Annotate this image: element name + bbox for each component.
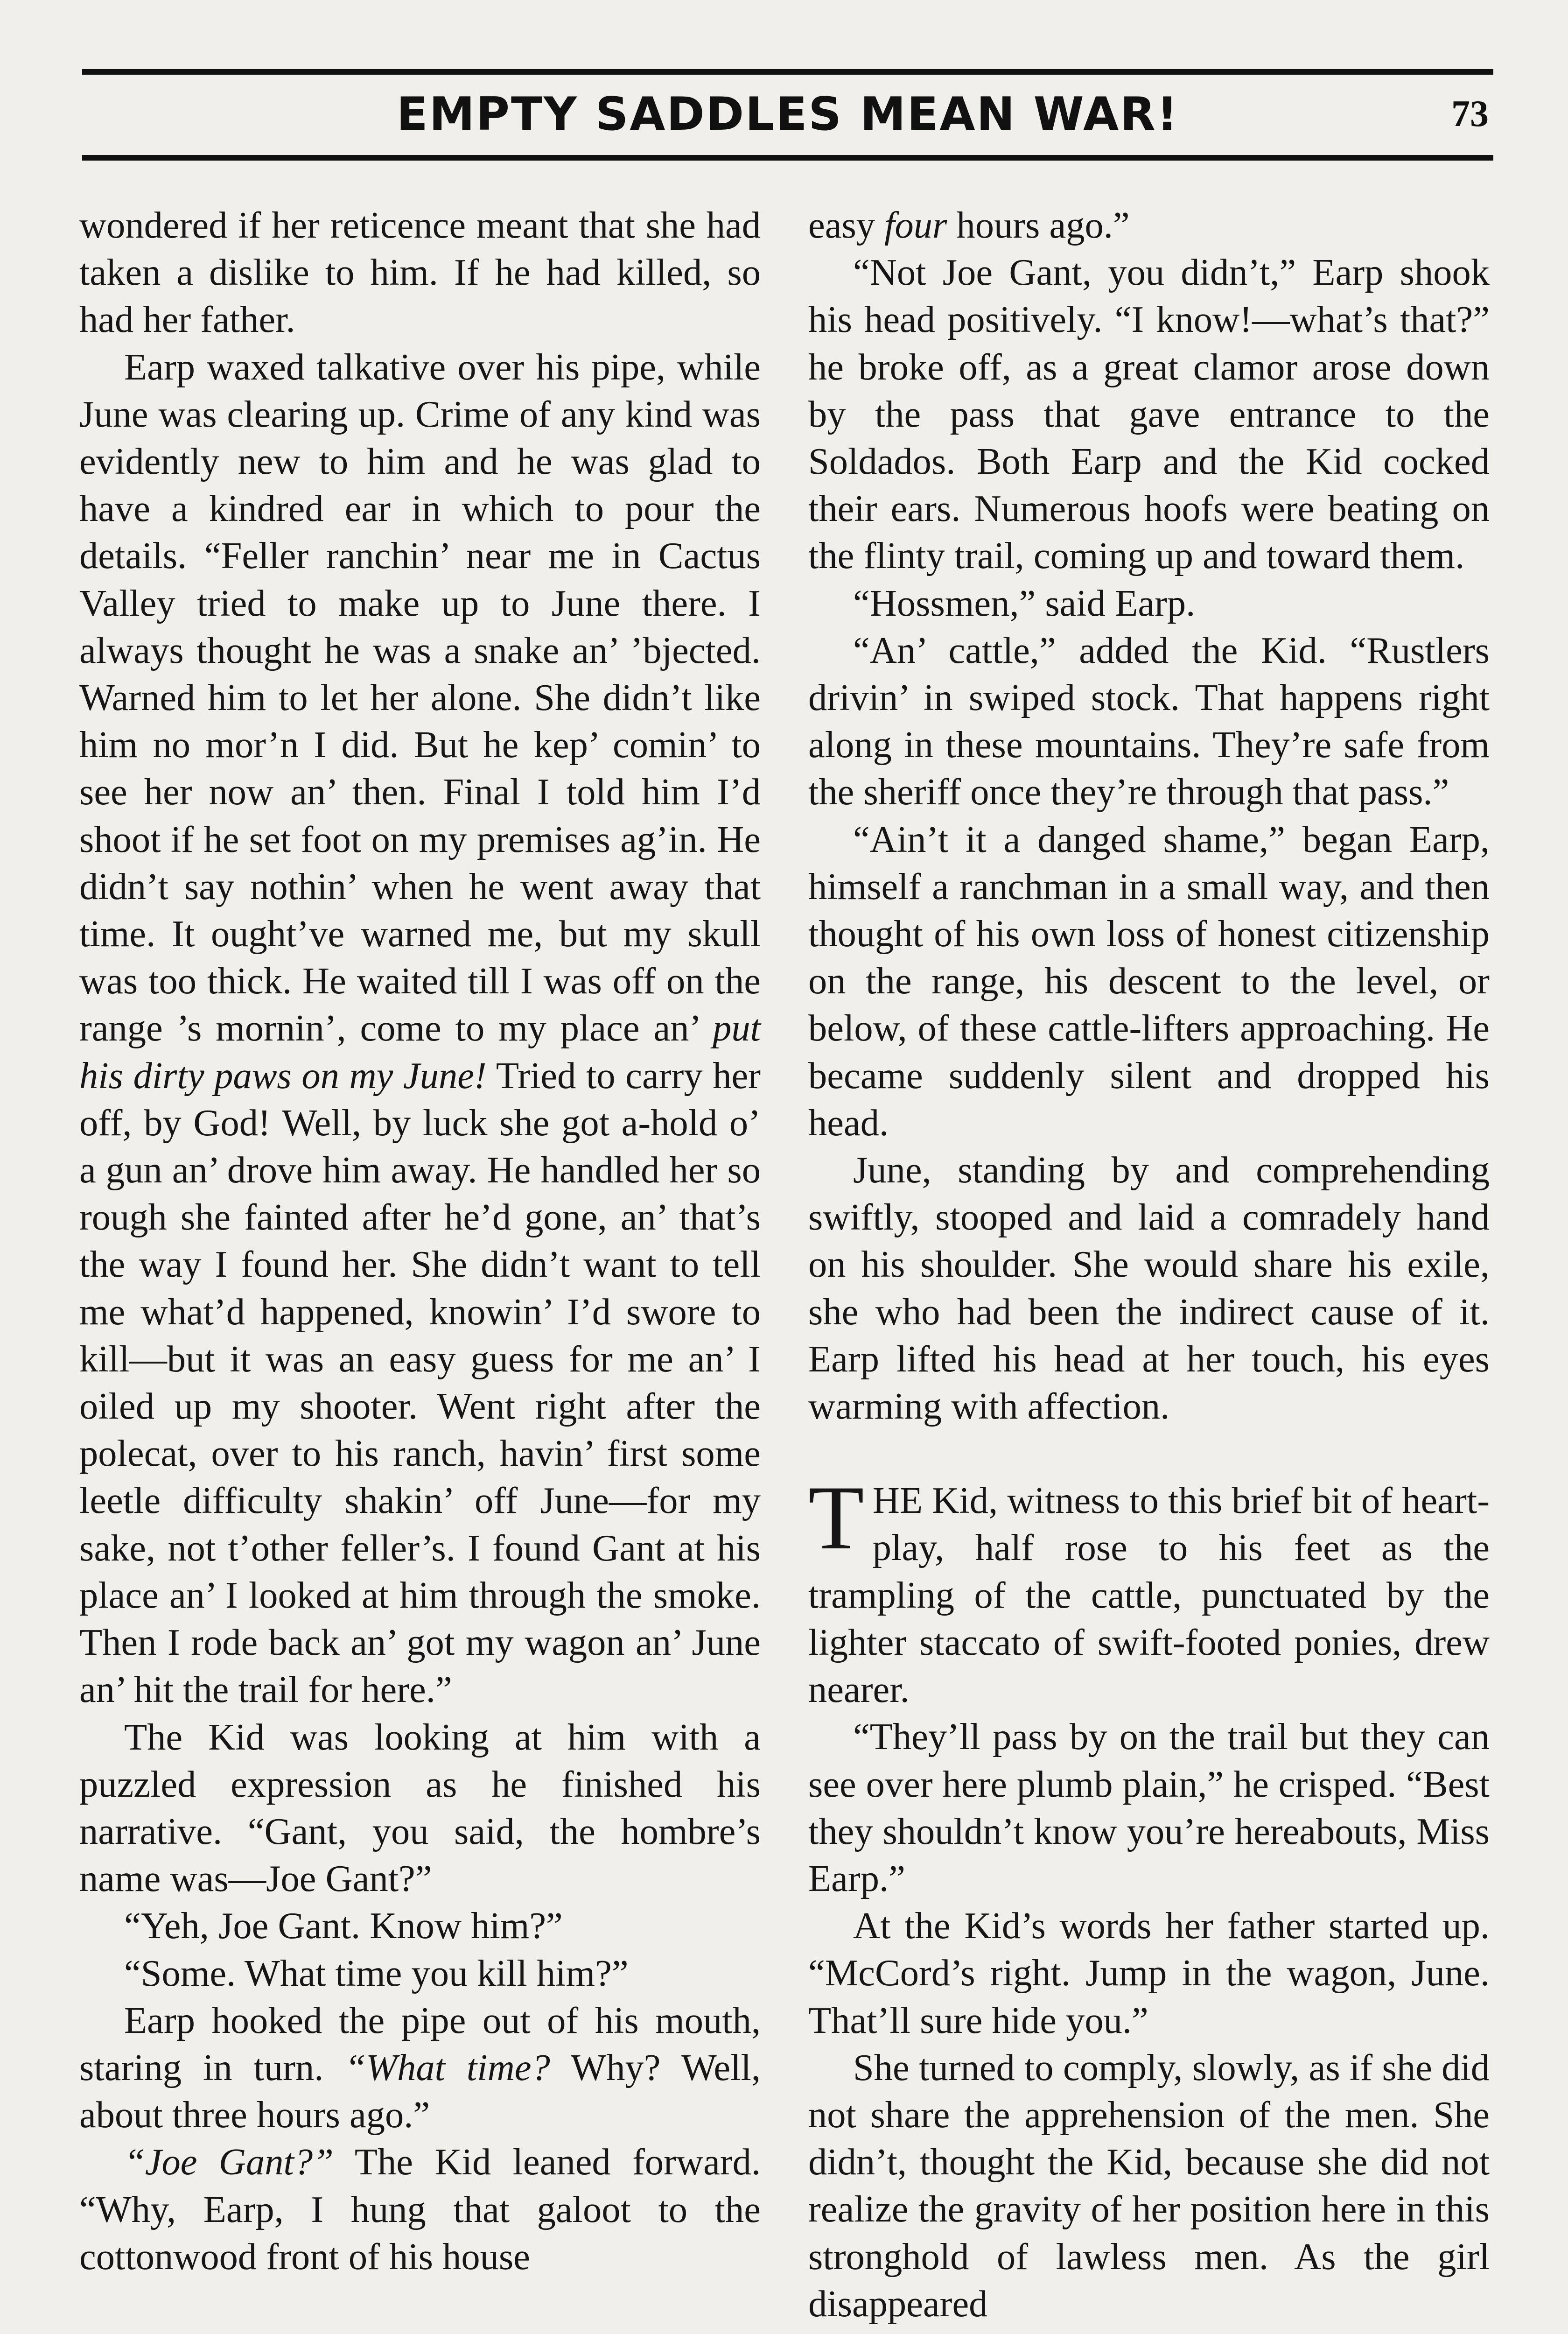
paragraph-text: easy (808, 204, 885, 246)
paragraph-text: “Yeh, Joe Gant. Know him?” (124, 1905, 563, 1947)
paragraph (808, 1902, 1490, 2044)
paragraph-text: “Not Joe Gant, you didn’t,” Earp shook his head positively. “I know!—what’s that?” he broke off, as a great clamor arose down by the pass that gave entrance to the Soldados. Both Earp and the Kid cocked their ears. Numerous hoofs were beating on the flinty trail, coming up and toward them. (808, 252, 1490, 577)
emphasis-text: put his dirty paws on my June! (79, 1007, 761, 1097)
section-start-paragraph (808, 1467, 1490, 1713)
header-top-rule (82, 69, 1493, 75)
paragraph-text: Earp waxed talkative over his pipe, while June was clearing up. Crime of any kind was evidently new to him and he was glad to have a kindred ear in which to pour the details. “Feller ranchin’ near me in Cactus Valley tried to make up to June there. I always thought he was a snake an’ ’bjected. Warned him to let her alone. She didn’t like him no mor’n I did. But he kep’ comin’ to see her now an’ then. Final I told him I’d shoot if he set foot on my premises ag’in. He didn’t say nothin’ when he went away that time. It ought’ve warned me, but my skull was too thick. He waited till I was off on the range ’s mornin’, come to my place an’ (79, 346, 761, 1049)
paragraph-text: “Some. What time you kill him?” (124, 1952, 629, 1994)
emphasis-text: four (884, 204, 947, 246)
paragraph-text: “An’ cattle,” added the Kid. “Rustlers drivin’ in swiped stock. That happens right along in these mountains. They’re safe from the sheriff once they’re through that pass.” (808, 629, 1490, 813)
paragraph-text: Tried to carry her off, by God! Well, by luck she got a-hold o’ a gun an’ drove him away. He handled her so rough she fainted after he’d gone, an’ that’s the way I found her. She didn’t want to tell me what’d happened, knowin’ I’d swore to kill—but it was an easy guess for me an’ I oiled up my shooter. Went right after the polecat, over to his ranch, havin’ first some leetle difficulty shakin’ off June—for my sake, not t’other feller’s. I found Gant at his place an’ I looked at him through the smoke. Then I rode back an’ got my wagon an’ June an’ hit the trail for here.” (79, 1055, 761, 1711)
drop-cap: T (808, 1467, 864, 1569)
paragraph (79, 1997, 761, 2139)
paragraph-text: The Kid leaned forward. “Why, Earp, I hung that galoot to the cottonwood front of his house (79, 2141, 761, 2278)
left-column (79, 202, 761, 2280)
paragraph (808, 1713, 1490, 1902)
paragraph (79, 1902, 761, 1949)
paragraph-text: At the Kid’s words her father started up. “McCord’s right. Jump in the wagon, June. That’ll sure hide you.” (808, 1905, 1490, 2041)
paragraph-text: June, standing by and comprehending swiftly, stooped and laid a comradely hand on his shoulder. She would share his exile, she who had been the indirect cause of it. Earp lifted his head at her touch, his eyes warming with affection. (808, 1149, 1490, 1427)
right-column (808, 202, 1490, 2327)
paragraph-text: HE Kid, witness to this brief bit of heart-play, half rose to his feet as the trampling of the cattle, punctuated by the lighter staccato of swift-footed ponies, drew nearer. (808, 1480, 1490, 1711)
paragraph (808, 2044, 1490, 2327)
paragraph (79, 1714, 761, 1903)
paragraph (808, 249, 1490, 579)
paragraph-text: “They’ll pass by on the trail but they can see over here plumb plain,” he crisped. “Best they shouldn’t know you’re hereabouts, Miss Earp.” (808, 1716, 1490, 1899)
paragraph-text: She turned to comply, slowly, as if she did not share the apprehension of the men. She didn’t, thought the Kid, because she did not realize the gravity of her position here in this stronghold of lawless men. As the girl disappeared (808, 2046, 1490, 2325)
paragraph-text: The Kid was looking at him with a puzzled expression as he finished his narrative. “Gant, you said, the hombre’s name was—Joe Gant?” (79, 1716, 761, 1900)
paragraph (808, 816, 1490, 1146)
paragraph (808, 627, 1490, 816)
paragraph-text: Why? Well, about three hours ago.” (79, 2046, 761, 2136)
paragraph (79, 1950, 761, 1997)
emphasis-text: “Joe Gant?” (124, 2141, 334, 2183)
paragraph-text: Earp hooked the pipe out of his mouth, staring in turn. (79, 1999, 761, 2088)
header-bottom-rule (82, 155, 1493, 161)
paragraph (808, 580, 1490, 627)
paragraph (808, 202, 1490, 249)
running-title: EMPTY SADDLES MEAN WAR! (396, 88, 1179, 141)
paragraph-text: “Hossmen,” said Earp. (853, 582, 1196, 624)
paragraph (79, 202, 761, 344)
running-header (82, 69, 1493, 161)
paragraph (79, 344, 761, 1714)
paragraph-text: hours ago.” (947, 204, 1130, 246)
emphasis-text: “What time? (345, 2046, 550, 2088)
paragraph-text: wondered if her reticence meant that she had taken a dislike to him. If he had killed, so had her father. (79, 204, 761, 341)
page-number: 73 (1451, 93, 1489, 134)
paragraph-text: “Ain’t it a danged shame,” began Earp, himself a ranchman in a small way, and then thought of his own loss of honest citizenship on the range, his descent to the level, or below, of these cattle-lifters approaching. He became suddenly silent and dropped his head. (808, 818, 1490, 1144)
paragraph (79, 2138, 761, 2280)
paragraph (808, 1146, 1490, 1430)
